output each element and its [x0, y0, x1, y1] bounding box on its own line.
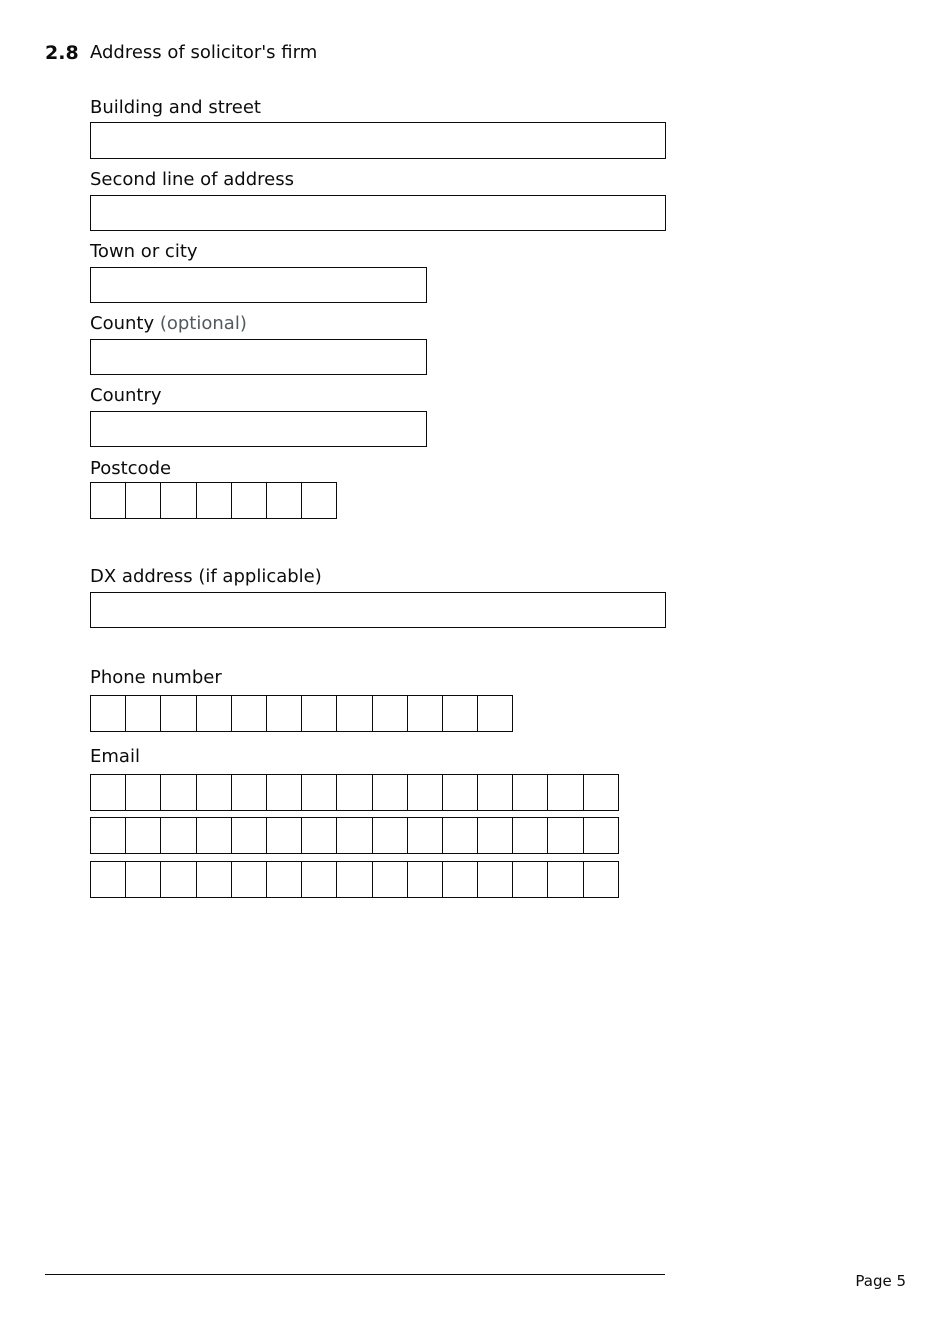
- email-comb-row[interactable]: [90, 817, 619, 854]
- comb-cell[interactable]: [512, 817, 548, 854]
- comb-cell[interactable]: [266, 695, 302, 732]
- postcode-label: Postcode: [90, 458, 172, 479]
- comb-cell[interactable]: [90, 482, 126, 519]
- comb-cell[interactable]: [125, 774, 161, 811]
- county-optional-hint: (optional): [159, 313, 247, 334]
- comb-cell[interactable]: [372, 817, 408, 854]
- comb-cell[interactable]: [196, 817, 232, 854]
- comb-cell[interactable]: [301, 695, 337, 732]
- postcode-comb[interactable]: [90, 482, 337, 519]
- dx-address-input[interactable]: [90, 592, 666, 628]
- comb-cell[interactable]: [90, 774, 126, 811]
- comb-cell[interactable]: [407, 695, 443, 732]
- comb-cell[interactable]: [196, 482, 232, 519]
- comb-cell[interactable]: [301, 861, 337, 898]
- dx-address-label: DX address (if applicable): [90, 566, 322, 587]
- comb-cell[interactable]: [231, 482, 267, 519]
- comb-cell[interactable]: [125, 817, 161, 854]
- comb-cell[interactable]: [231, 695, 267, 732]
- comb-cell[interactable]: [90, 817, 126, 854]
- comb-cell[interactable]: [160, 482, 196, 519]
- town-label: Town or city: [90, 241, 198, 262]
- comb-cell[interactable]: [442, 774, 478, 811]
- section-number: 2.8: [45, 42, 79, 64]
- phone-label: Phone number: [90, 667, 222, 688]
- comb-cell[interactable]: [266, 774, 302, 811]
- section-title: Address of solicitor's firm: [90, 42, 318, 63]
- email-comb-row[interactable]: [90, 861, 619, 898]
- comb-cell[interactable]: [90, 861, 126, 898]
- comb-cell[interactable]: [301, 482, 337, 519]
- comb-cell[interactable]: [301, 817, 337, 854]
- comb-cell[interactable]: [477, 817, 513, 854]
- comb-cell[interactable]: [477, 774, 513, 811]
- comb-cell[interactable]: [231, 817, 267, 854]
- comb-cell[interactable]: [125, 695, 161, 732]
- second-line-input[interactable]: [90, 195, 666, 231]
- comb-cell[interactable]: [372, 861, 408, 898]
- comb-cell[interactable]: [407, 861, 443, 898]
- comb-cell[interactable]: [266, 482, 302, 519]
- comb-cell[interactable]: [583, 774, 619, 811]
- comb-cell[interactable]: [512, 861, 548, 898]
- comb-cell[interactable]: [547, 774, 583, 811]
- comb-cell[interactable]: [125, 482, 161, 519]
- comb-cell[interactable]: [407, 817, 443, 854]
- county-label-text: County: [90, 313, 155, 334]
- comb-cell[interactable]: [336, 774, 372, 811]
- page-number: Page 5: [855, 1272, 906, 1290]
- phone-comb[interactable]: [90, 695, 513, 732]
- comb-cell[interactable]: [160, 695, 196, 732]
- county-label: [90, 313, 247, 335]
- comb-cell[interactable]: [266, 861, 302, 898]
- county-input[interactable]: [90, 339, 427, 375]
- comb-cell[interactable]: [196, 695, 232, 732]
- comb-cell[interactable]: [196, 774, 232, 811]
- comb-cell[interactable]: [477, 695, 513, 732]
- comb-cell[interactable]: [231, 861, 267, 898]
- comb-cell[interactable]: [372, 774, 408, 811]
- comb-cell[interactable]: [583, 817, 619, 854]
- comb-cell[interactable]: [442, 817, 478, 854]
- building-street-input[interactable]: [90, 122, 666, 159]
- town-input[interactable]: [90, 267, 427, 303]
- comb-cell[interactable]: [301, 774, 337, 811]
- comb-cell[interactable]: [90, 695, 126, 732]
- comb-cell[interactable]: [160, 861, 196, 898]
- email-comb-row[interactable]: [90, 774, 619, 811]
- comb-cell[interactable]: [583, 861, 619, 898]
- comb-cell[interactable]: [512, 774, 548, 811]
- country-label: Country: [90, 385, 162, 406]
- email-label: Email: [90, 746, 140, 767]
- comb-cell[interactable]: [125, 861, 161, 898]
- comb-cell[interactable]: [160, 817, 196, 854]
- comb-cell[interactable]: [231, 774, 267, 811]
- comb-cell[interactable]: [336, 861, 372, 898]
- footer-divider: [45, 1274, 665, 1275]
- second-line-label: Second line of address: [90, 169, 294, 190]
- comb-cell[interactable]: [547, 861, 583, 898]
- comb-cell[interactable]: [196, 861, 232, 898]
- comb-cell[interactable]: [372, 695, 408, 732]
- comb-cell[interactable]: [442, 861, 478, 898]
- comb-cell[interactable]: [160, 774, 196, 811]
- comb-cell[interactable]: [442, 695, 478, 732]
- comb-cell[interactable]: [407, 774, 443, 811]
- comb-cell[interactable]: [477, 861, 513, 898]
- comb-cell[interactable]: [336, 695, 372, 732]
- comb-cell[interactable]: [547, 817, 583, 854]
- building-street-label: Building and street: [90, 97, 261, 118]
- comb-cell[interactable]: [336, 817, 372, 854]
- country-input[interactable]: [90, 411, 427, 447]
- comb-cell[interactable]: [266, 817, 302, 854]
